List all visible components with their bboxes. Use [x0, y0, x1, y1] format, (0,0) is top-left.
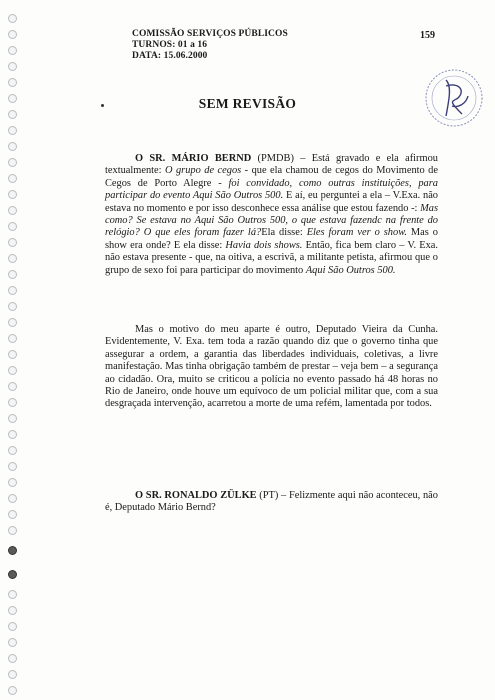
binder-hole	[8, 414, 17, 423]
binder-hole	[8, 174, 17, 183]
binder-hole	[8, 670, 17, 679]
paragraph-text: Mas o show era onde? E ela disse:	[105, 227, 438, 251]
binder-hole	[8, 302, 17, 311]
binder-hole	[8, 654, 17, 663]
binder-hole	[8, 494, 17, 503]
binder-hole	[8, 546, 17, 555]
binder-hole	[8, 254, 17, 263]
paragraph-aparte: Mas o motivo do meu aparte é outro, Deputado Vieira da Cunha. Evidentemente, V. Exa. tem toda a razão quando diz que o governo tinha que assegurar a ordem, a garantia das liberdades individuais, coletivas, a livre manifestação. Mas tinha obrigação também de prestar – veja bem – a segurança ao cidadão. Ora, muito se criticou a polícia no evento passado há 48 horas no Rio de Janeiro, onde houve um equívoco de um policial militar que, com a sua desgraçada intervenção, acarretou a morte de uma refém, lamentada por todos.	[105, 324, 438, 410]
binder-hole	[8, 446, 17, 455]
binder-hole	[8, 78, 17, 87]
quoted-text: foi convidado, como outras instituições, para participar do evento Aqui São Outros 500.	[105, 177, 438, 202]
binder-hole	[8, 570, 17, 579]
paragraph-text: Ela disse:	[261, 227, 307, 239]
binder-hole	[8, 270, 17, 279]
binder-hole	[8, 398, 17, 407]
document-title: SEM REVISÃO	[198, 96, 297, 111]
binder-hole	[8, 14, 17, 23]
binder-hole	[8, 606, 17, 615]
binder-hole	[8, 158, 17, 167]
speaker-name: O SR. MÁRIO BERND	[135, 153, 252, 164]
quoted-text: Aqui São Outros 500.	[305, 264, 396, 276]
quoted-text: Mas como? Se estava no Aqui São Outros 500, o que estava fazendc na frente do relógio? O que eles foram fazer lá?	[105, 202, 438, 239]
binder-hole	[8, 430, 17, 439]
paragraph-text: (PMDB) – Está gravado e ela afirmou textualmente:	[105, 153, 438, 177]
paragraph-text: (PT) – Felizmente aqui não aconteceu, não é, Deputado Mário Bernd?	[105, 490, 438, 514]
quoted-text: Havia dois shows.	[225, 239, 303, 251]
paragraph-mario-bernd	[105, 153, 438, 277]
binder-hole	[8, 350, 17, 359]
binder-hole	[8, 366, 17, 375]
binder-hole	[8, 62, 17, 71]
binder-hole	[8, 318, 17, 327]
header-shifts: TURNOS: 01 a 16	[132, 40, 208, 50]
binder-hole	[8, 334, 17, 343]
quoted-text: Eles foram ver o show.	[306, 227, 407, 239]
binder-hole	[8, 30, 17, 39]
binder-hole	[8, 126, 17, 135]
binder-hole	[8, 622, 17, 631]
speaker-name: O SR. RONALDO ZÜLKE	[135, 490, 257, 501]
document-header	[132, 29, 288, 62]
binder-hole	[8, 590, 17, 599]
binder-hole	[8, 382, 17, 391]
binder-hole	[8, 142, 17, 151]
paragraph-text: Então, fica bem claro – V. Exa. não estava presente - que, na oitiva, a escrivã, a militante petista, afirmou que o grupo de sexo foi para participar do movimento	[105, 239, 438, 276]
binder-hole	[8, 46, 17, 55]
binder-hole	[8, 478, 17, 487]
binder-hole	[8, 526, 17, 535]
binder-hole	[8, 686, 17, 695]
paragraph-text: E aí, eu perguntei a ela – V.Exa. não estava no momento e por isso desconhece essa análise que estou fazendo -:	[105, 190, 438, 214]
binder-hole	[8, 286, 17, 295]
binder-hole	[8, 238, 17, 247]
header-committee: COMISSÃO SERVIÇOS PÚBLICOS	[132, 29, 288, 39]
paragraph-text: - que ela chamou de cegos do Movimento de Cegos de Porto Alegre -	[105, 165, 438, 189]
binder-hole	[8, 510, 17, 519]
quoted-text: O grupo de cegos	[165, 165, 242, 177]
binder-hole	[8, 462, 17, 471]
binder-hole	[8, 222, 17, 231]
paragraph-ronaldo-zulke	[105, 490, 438, 515]
binder-hole	[8, 190, 17, 199]
page-number: 159	[420, 30, 435, 41]
binder-hole	[8, 206, 17, 215]
binder-holes	[6, 14, 20, 694]
binder-hole	[8, 638, 17, 647]
header-date: DATA: 15.06.2000	[132, 51, 208, 61]
